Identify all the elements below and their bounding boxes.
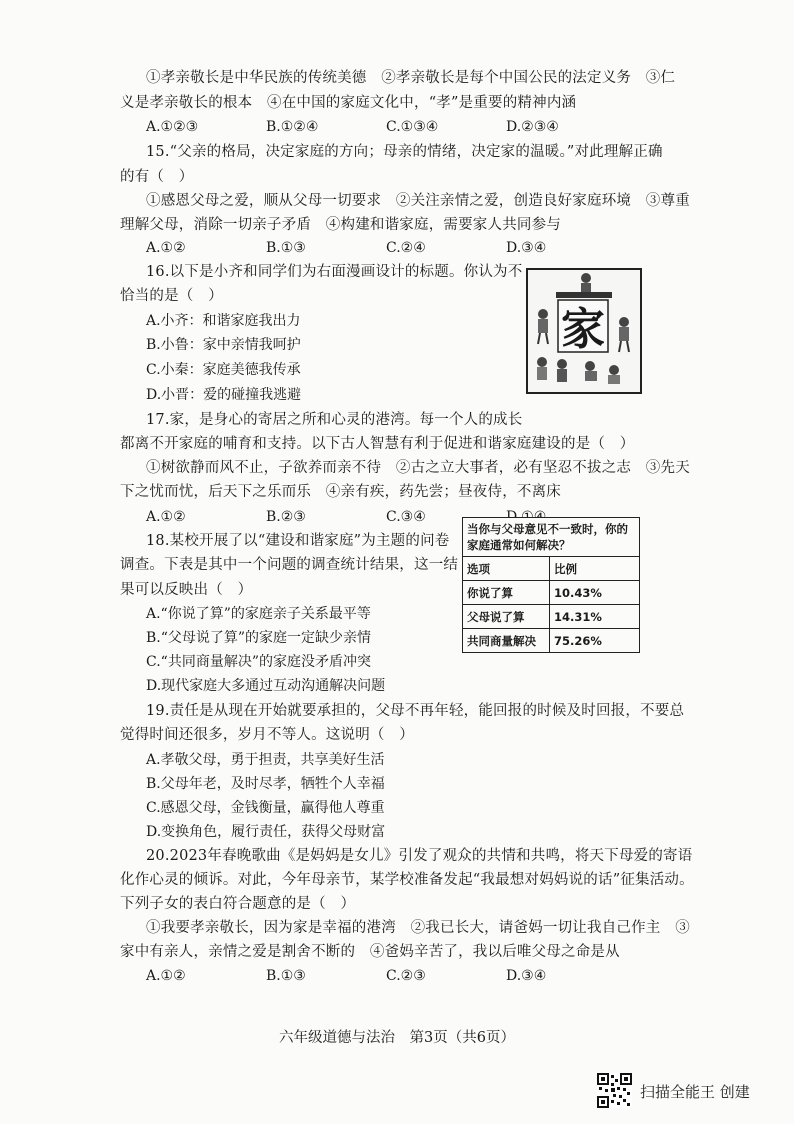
q18-option-b: B.“父母说了算”的家庭一定缺少亲情: [146, 630, 372, 646]
q17-stem-line-2: 都离不开家庭的哺育和支持。以下古人智慧有利于促进和谐家庭建设的是（ ）: [120, 436, 635, 452]
q15-statement-line-2: 理解父母，消除一切亲子矛盾 ④构建和谐家庭，需要家人共同参与: [120, 217, 561, 233]
table-row: [463, 581, 639, 605]
q17-statement-line-2: 下之忧而忧，后天下之乐而乐 ④亲有疾，药先尝；昼夜侍，不离床: [120, 484, 561, 500]
row-option: 你说了算: [463, 581, 550, 605]
scanner-watermark-label: 扫描全能王 创建: [640, 1083, 750, 1101]
q15-option-c: C.②④: [386, 240, 426, 256]
table-row: [463, 629, 639, 653]
q20-stem-line-1: 20.2023年春晚歌曲《是妈妈是女儿》引发了观众的共情和共鸣，将天下母爱的寄语: [146, 848, 693, 864]
q18-option-c: C.“共同商量解决”的家庭没矛盾冲突: [146, 654, 371, 670]
survey-table: [462, 517, 640, 653]
page-footer: 六年级道德与法治 第3页（共6页）: [279, 1030, 515, 1046]
q19-option-b: B.父母年老，及时尽孝，牺牲个人幸福: [146, 776, 385, 792]
q17-option-b: B.②③: [266, 509, 306, 525]
q20-statement-line-2: 家中有亲人，亲情之爱是割舍不断的 ④爸妈辛苦了，我以后唯父母之命是从: [120, 944, 620, 960]
q20-option-b: B.①③: [266, 968, 306, 984]
q18-option-a: A.“你说了算”的家庭亲子关系最平等: [146, 606, 371, 622]
q18-option-d: D.现代家庭大多通过互动沟通解决问题: [146, 678, 386, 694]
row-ratio: 10.43%: [550, 581, 640, 605]
row-ratio: 75.26%: [550, 629, 640, 653]
row-option: 父母说了算: [463, 605, 550, 629]
q18-stem-line-2: 调查。下表是其中一个问题的调查统计结果，这一结: [120, 557, 459, 573]
q17-statement-line-1: ①树欲静而风不止，子欲养而亲不待 ②古之立大事者，必有坚忍不拔之志 ③先天: [146, 460, 690, 476]
q15-option-b: B.①③: [266, 240, 306, 256]
cartoon-character: 家: [561, 304, 605, 355]
q20-stem-line-3: 下列子女的表白符合题意的是（ ）: [120, 896, 356, 912]
q17-stem-line-1: 17.家，是身心的寄居之所和心灵的港湾。每一个人的成长: [146, 412, 523, 428]
q16-option-a: A.小齐：和谐家庭我出力: [146, 313, 301, 329]
q19-option-a: A.孝敬父母，勇于担责，共享美好生活: [146, 752, 385, 768]
q14-statement-line-2: 义是孝亲敬长的根本 ④在中国的家庭文化中，“孝”是重要的精神内涵: [120, 95, 577, 111]
q16-stem-line-1: 16.以下是小齐和同学们为右面漫画设计的标题。你认为不: [146, 264, 523, 280]
q20-stem-line-2: 化作心灵的倾诉。对此，今年母亲节，某学校准备发起“我最想对妈妈说的话”征集活动。: [120, 872, 694, 888]
q14-option-a: A.①②③: [146, 119, 199, 135]
q18-stem-line-3: 果可以反映出（ ）: [120, 582, 253, 598]
q16-option-c: C.小秦：家庭美德我传承: [146, 362, 301, 378]
q14-option-d: D.②③④: [506, 119, 559, 135]
q19-option-c: C.感恩父母，金钱衡量，赢得他人尊重: [146, 800, 385, 816]
q15-stem-line-2: 的有（ ）: [120, 169, 194, 185]
table-row: [463, 605, 639, 629]
q18-stem-line-1: 18.某校开展了以“建设和谐家庭”为主题的问卷: [146, 533, 450, 549]
q17-option-c: C.③④: [386, 509, 426, 525]
q16-option-b: B.小鲁：家中亲情我呵护: [146, 337, 301, 353]
q15-option-a: A.①②: [146, 240, 186, 256]
q15-option-d: D.③④: [506, 240, 547, 256]
qr-code-icon: [597, 1073, 632, 1108]
row-option: 共同商量解决: [463, 629, 550, 653]
family-cartoon: [526, 268, 642, 394]
q14-option-c: C.①③④: [386, 119, 439, 135]
q19-stem-line-2: 觉得时间还很多，岁月不等人。这说明（ ）: [120, 727, 414, 743]
q20-statement-line-1: ①我要孝亲敬长，因为家是幸福的港湾 ②我已长大，请爸妈一切让我自己作主 ③: [146, 920, 690, 936]
survey-results: [463, 557, 639, 652]
q20-option-d: D.③④: [506, 968, 547, 984]
q20-option-c: C.②③: [386, 968, 426, 984]
q19-option-d: D.变换角色，履行责任，获得父母财富: [146, 824, 386, 840]
q19-stem-line-1: 19.责任是从现在开始就要承担的，父母不再年轻，能回报的时候及时回报，不要总: [146, 703, 685, 719]
q15-statement-line-1: ①感恩父母之爱，顺从父母一切要求 ②关注亲情之爱，创造良好家庭环境 ③尊重: [146, 193, 690, 209]
header-ratio: 比例: [554, 561, 577, 576]
table-header-row: [463, 557, 639, 581]
q16-stem-line-2: 恰当的是（ ）: [120, 288, 223, 304]
q20-option-a: A.①②: [146, 968, 186, 984]
row-ratio: 14.31%: [550, 605, 640, 629]
q16-option-d: D.小晋：爱的碰撞我逃避: [146, 387, 302, 403]
q14-statement-line-1: ①孝亲敬长是中华民族的传统美德 ②孝亲敬长是每个中国公民的法定义务 ③仁: [146, 70, 676, 86]
q17-option-a: A.①②: [146, 509, 186, 525]
q14-option-b: B.①②④: [266, 119, 319, 135]
survey-question: 当你与父母意见不一致时，你的家庭通常如何解决？: [463, 518, 639, 557]
family-cartoon-drawing: [528, 270, 640, 392]
header-option: 选项: [463, 557, 550, 581]
q15-stem-line-1: 15.“父亲的格局，决定家庭的方向；母亲的情绪，决定家的温暖。”对此理解正确: [146, 144, 663, 160]
